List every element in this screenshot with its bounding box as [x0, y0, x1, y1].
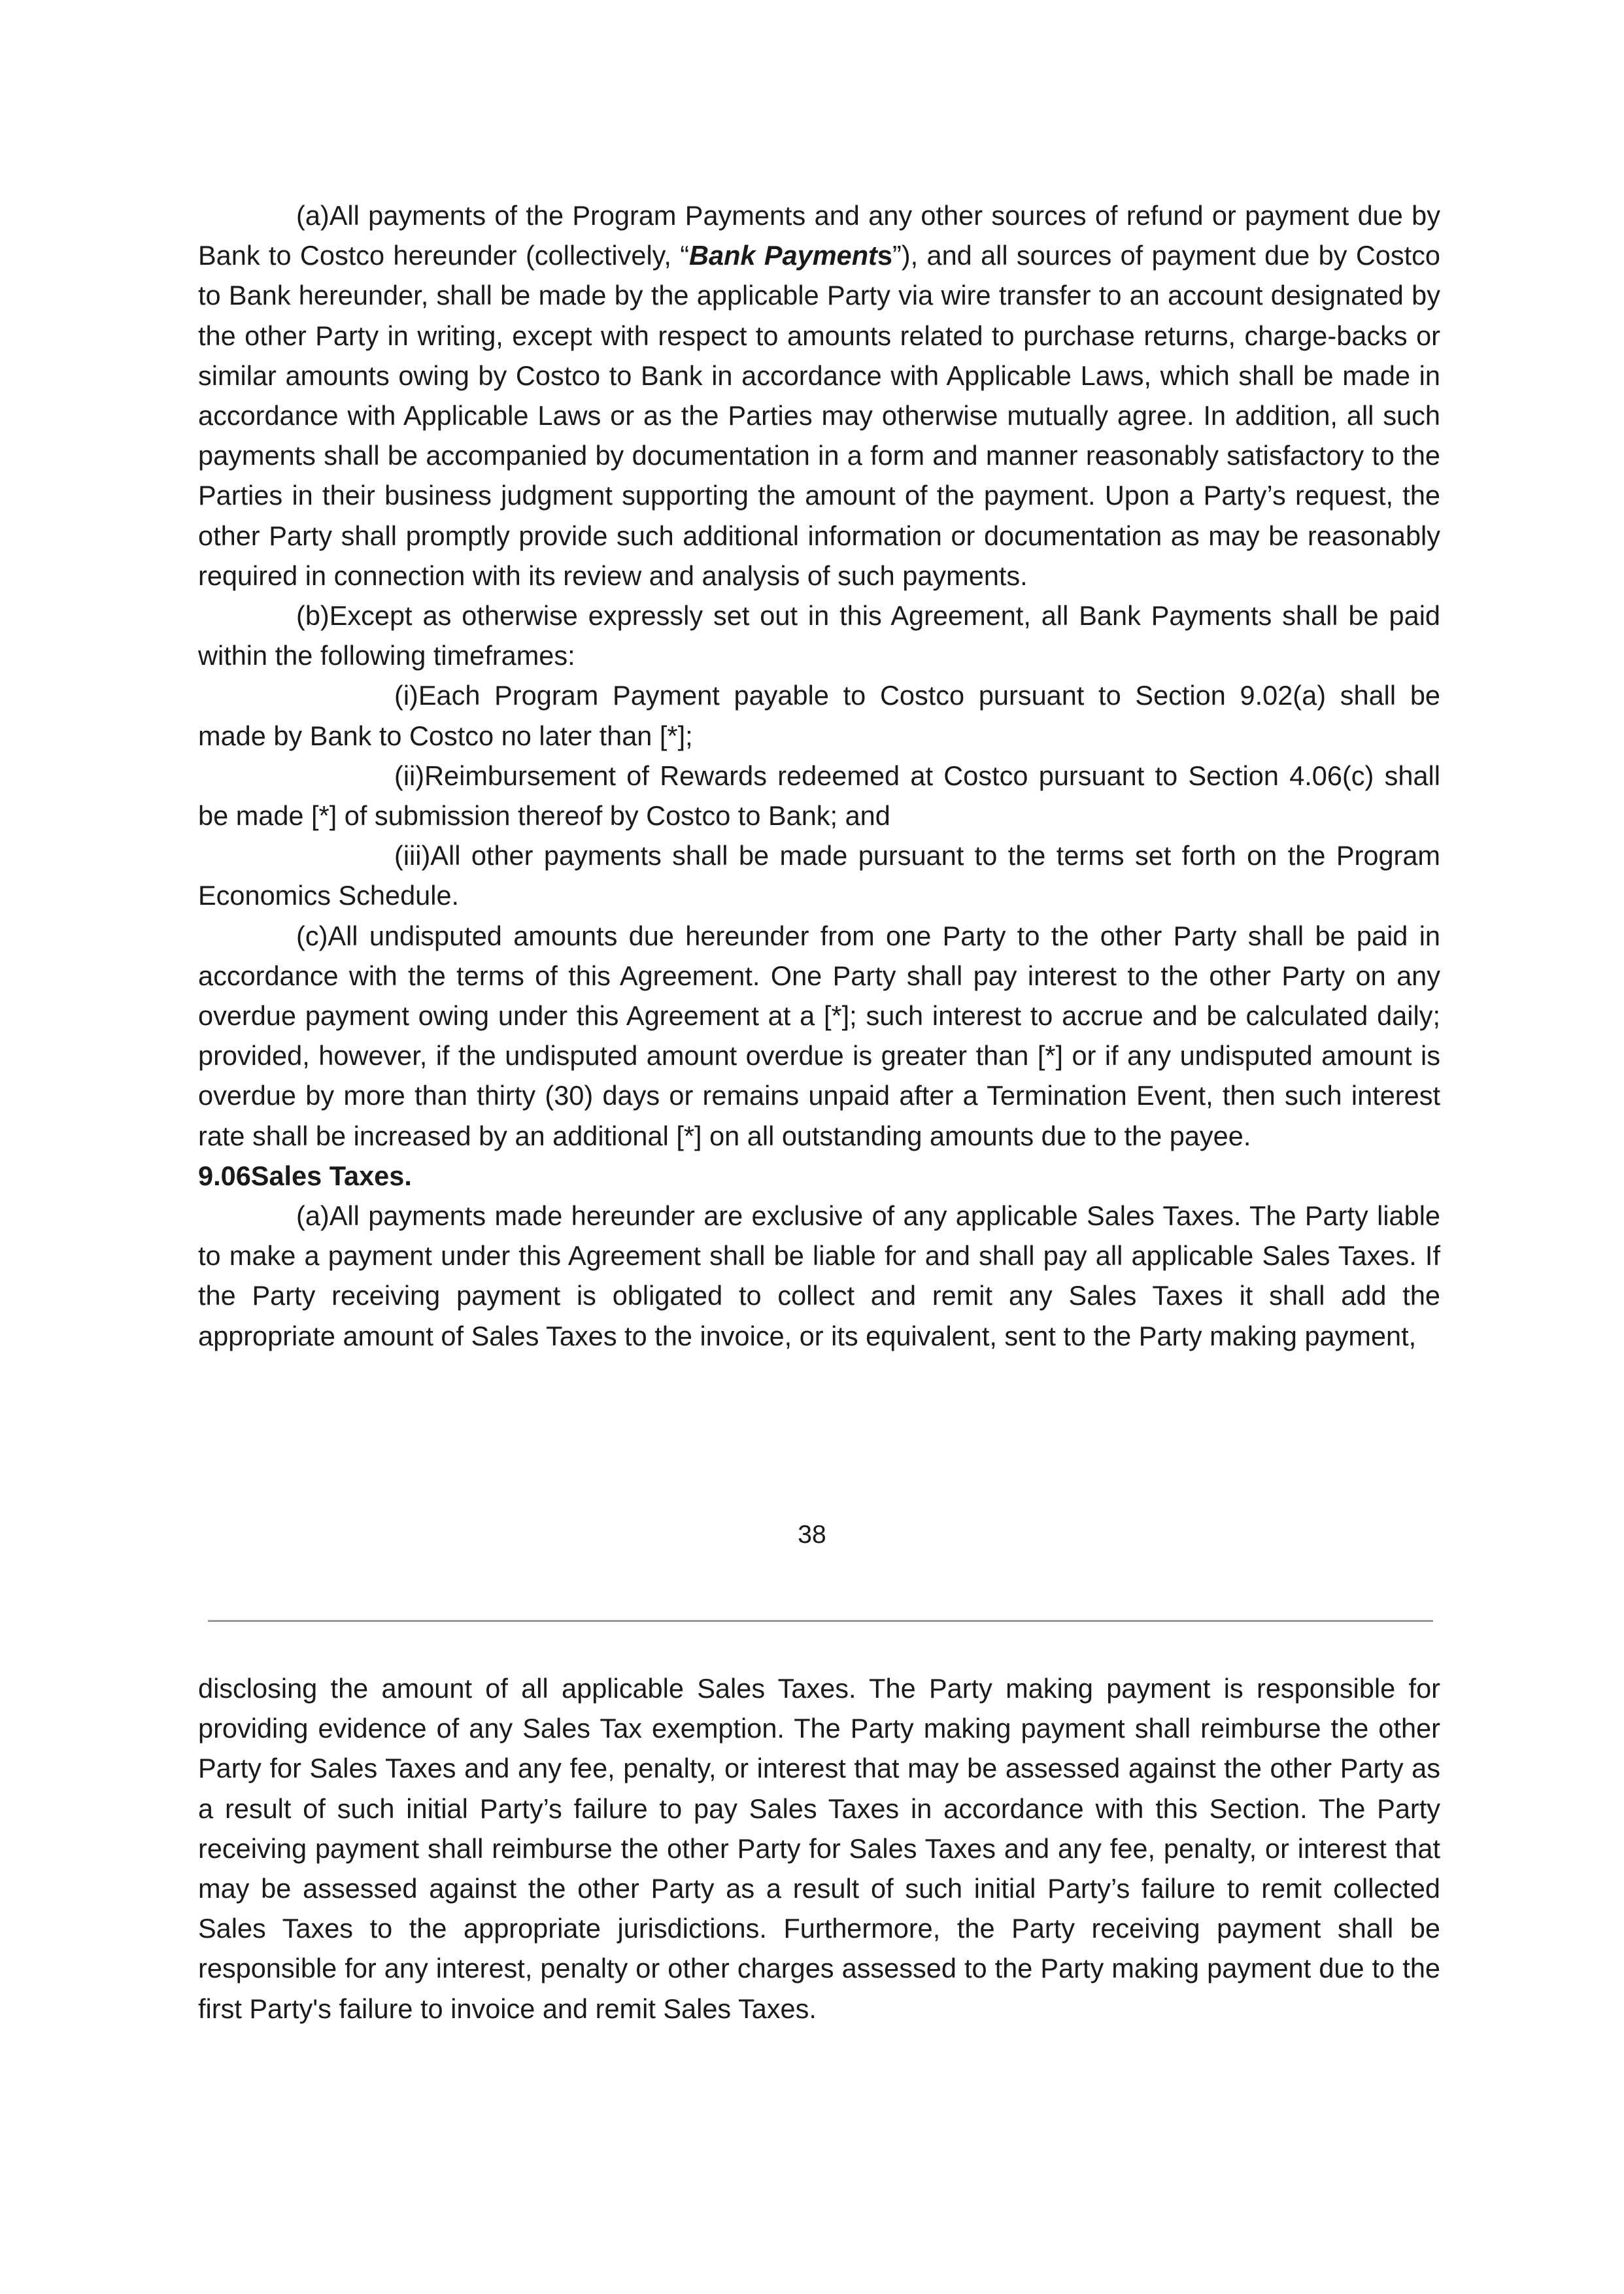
paragraph-9-05-b-ii: (ii)Reimbursement of Rewards redeemed at Costco pursuant to Section 4.06(c) shall be made [*] of submission thereof by Costco to Bank; and — [198, 760, 1440, 832]
paragraph-9-05-b-i: (i)Each Program Payment payable to Costco pursuant to Section 9.02(a) shall be made by Bank to Costco no later than [*]; — [198, 680, 1440, 751]
section-heading-9-06: 9.06Sales Taxes. — [198, 1160, 412, 1191]
paragraph-9-06-a-continuation: disclosing the amount of all applicable Sales Taxes. The Party making payment is responsible for providing evidence of any Sales Tax exemption. The Party making payment shall reimburse the other Party for Sales Taxes and any fee, penalty, or interest that may be assessed against the other Party as a result of such initial Party’s failure to pay Sales Taxes in accordance with this Section. The Party receiving payment shall reimburse the other Party for Sales Taxes and any fee, penalty, or interest that may be assessed against the other Party as a result of such initial Party’s failure to remit collected Sales Taxes to the appropriate jurisdictions. Furthermore, the Party receiving payment shall be responsible for any interest, penalty or other charges assessed to the Party making payment due to the first Party's failure to invoice and remit Sales Taxes. — [198, 1673, 1440, 2024]
paragraph-9-05-b: (b)Except as otherwise expressly set out in this Agreement, all Bank Payments shall be paid within the following timeframes: — [198, 600, 1440, 671]
defined-term-bank-payments-suffix: s — [877, 240, 892, 271]
paragraph-9-05-b-iii: (iii)All other payments shall be made pursuant to the terms set forth on the Program Economics Schedule. — [198, 840, 1440, 911]
paragraph-9-05-a-text-start: (a)All payments of the Program Payments and any other sources of refund or payment due by Bank to Costco hereunder (collectively, “ — [198, 200, 1440, 271]
defined-term-bank-payments-main: Bank Payment — [689, 240, 877, 271]
defined-term-bank-payments — [689, 240, 892, 271]
page-number: 38 — [798, 1521, 826, 1549]
paragraph-9-06-a: (a)All payments made hereunder are exclusive of any applicable Sales Taxes. The Party liable to make a payment under this Agreement shall be liable for and shall pay all applicable Sales Taxes. If the Party receiving payment is obligated to collect and remit any Sales Taxes it shall add the appropriate amount of Sales Taxes to the invoice, or its equivalent, sent to the Party making payment, — [198, 1200, 1440, 1351]
page-39-body — [198, 1668, 1440, 2029]
page-38-body — [198, 195, 1440, 1356]
paragraph-9-05-c: (c)All undisputed amounts due hereunder from one Party to the other Party shall be paid in accordance with the terms of this Agreement. One Party shall pay interest to the other Party on any overdue payment owing under this Agreement at a [*]; such interest to accrue and be calculated daily; provided, however, if the undisputed amount overdue is greater than [*] or if any undisputed amount is overdue by more than thirty (30) days or remains unpaid after a Termination Event, then such interest rate shall be increased by an additional [*] on all outstanding amounts due to the payee. — [198, 920, 1440, 1151]
page-break-divider — [208, 1620, 1433, 1622]
paragraph-9-05-a-text-end: ”), and all sources of payment due by Costco to Bank hereunder, shall be made by the applicable Party via wire transfer to an account designated by the other Party in writing, except with respect to amounts related to purchase returns, charge-backs or similar amounts owing by Costco to Bank in accordance with Applicable Laws, which shall be made in accordance with Applicable Laws or as the Parties may otherwise mutually agree. In addition, all such payments shall be accompanied by documentation in a form and manner reasonably satisfactory to the Parties in their business judgment supporting the amount of the payment. Upon a Party’s request, the other Party shall promptly provide such additional information or documentation as may be reasonably required in connection with its review and analysis of such payments. — [198, 240, 1440, 591]
paragraph-9-05-a — [198, 195, 1440, 596]
